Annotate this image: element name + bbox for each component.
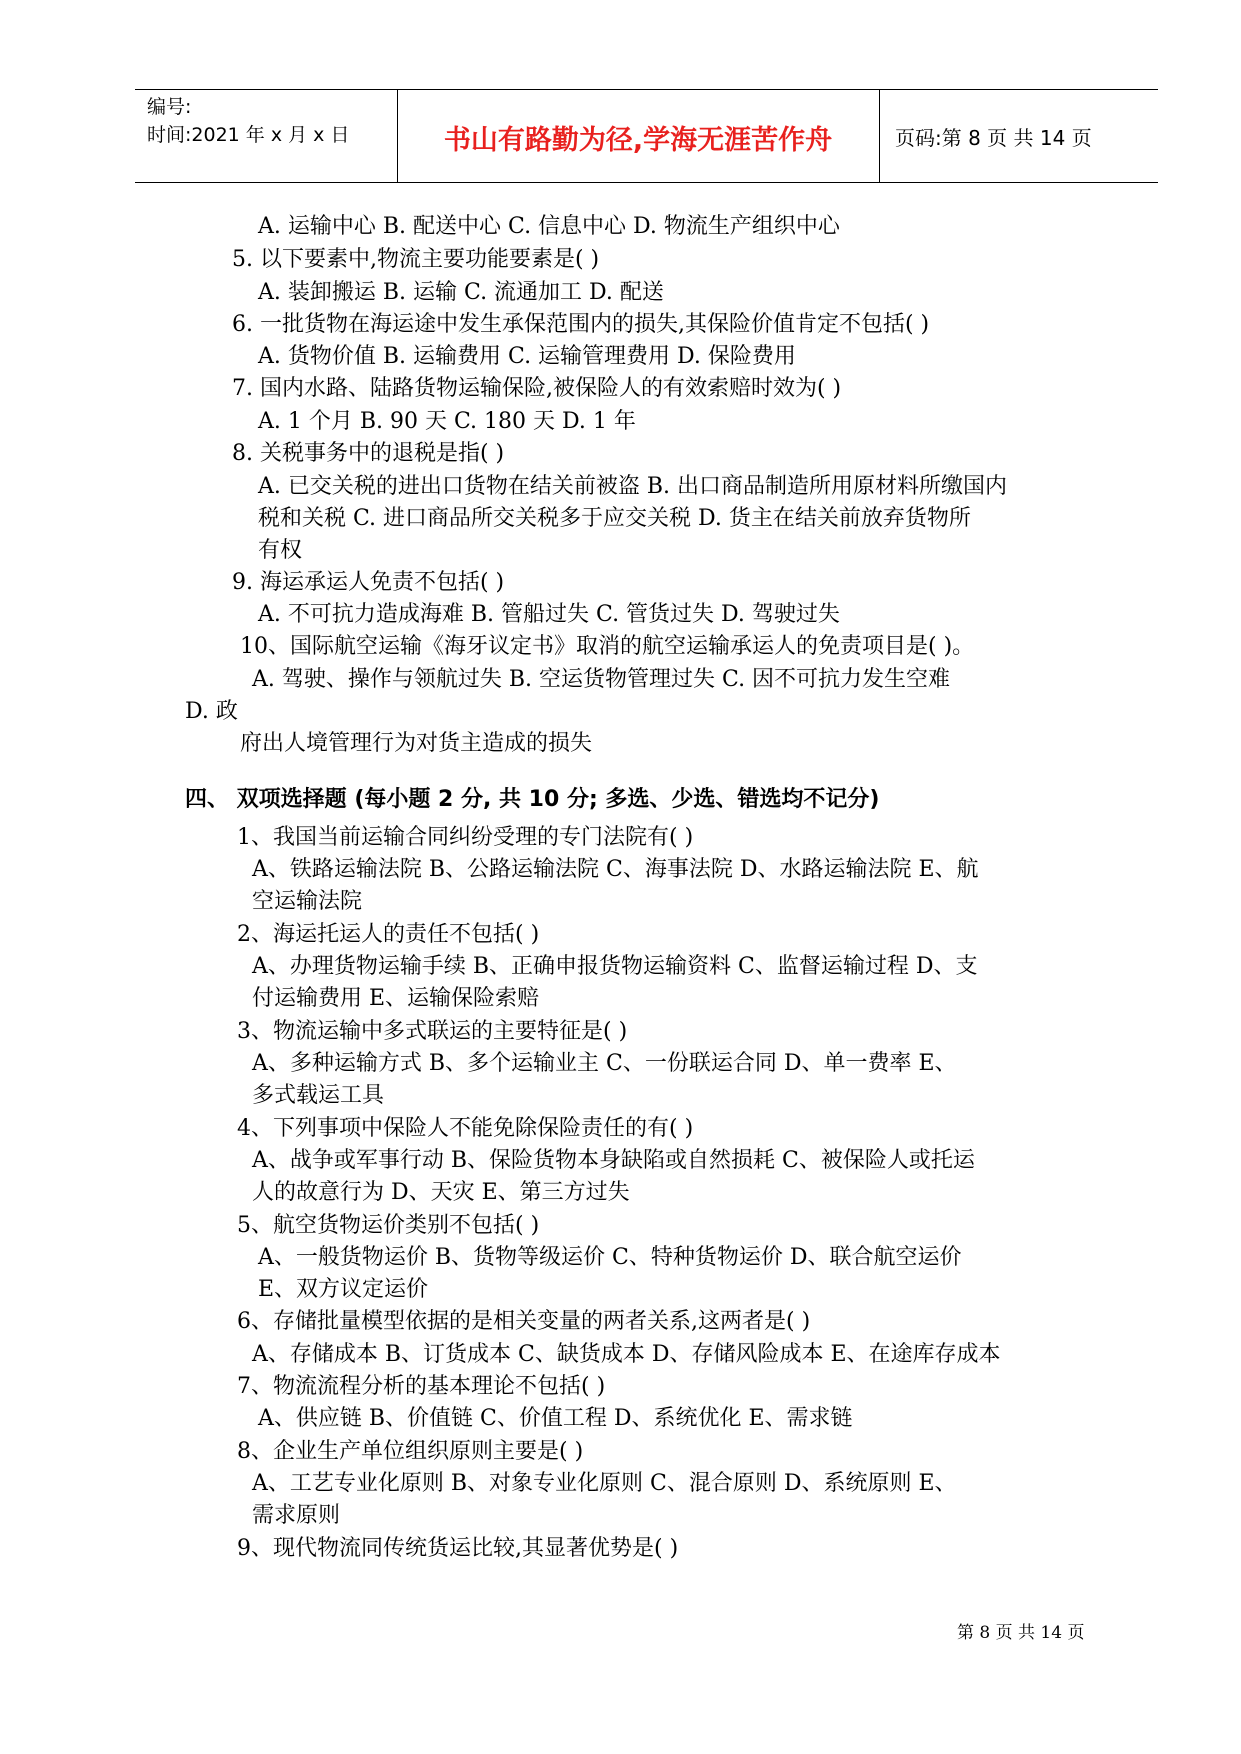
option-line: A、办理货物运输手续 B、正确申报货物运输资料 C、监督运输过程 D、支: [252, 954, 978, 979]
option-line: A、多种运输方式 B、多个运输业主 C、一份联运合同 D、单一费率 E、: [252, 1051, 957, 1076]
question-line: 9、现代物流同传统货运比较,其显著优势是( ): [237, 1536, 679, 1561]
option-line: 需求原则: [252, 1503, 341, 1528]
option-line: 府出人境管理行为对货主造成的损失: [240, 731, 593, 756]
option-line: 付运输费用 E、运输保险索赔: [252, 986, 540, 1011]
option-line: A. 运输中心 B. 配送中心 C. 信息中心 D. 物流生产组织中心: [258, 214, 840, 239]
question-line: 7、物流流程分析的基本理论不包括( ): [237, 1374, 606, 1399]
question-line: 8. 关税事务中的退税是指( ): [232, 441, 505, 466]
option-line: A、工艺专业化原则 B、对象专业化原则 C、混合原则 D、系统原则 E、: [252, 1471, 957, 1496]
question-line: 4、下列事项中保险人不能免除保险责任的有( ): [237, 1116, 694, 1141]
option-line: D. 政: [185, 699, 238, 724]
option-line: A、一般货物运价 B、货物等级运价 C、特种货物运价 D、联合航空运价: [258, 1245, 962, 1270]
question-line: 3、物流运输中多式联运的主要特征是( ): [237, 1019, 628, 1044]
option-line: A、供应链 B、价值链 C、价值工程 D、系统优化 E、需求链: [258, 1406, 853, 1431]
question-line: 8、企业生产单位组织原则主要是( ): [237, 1439, 584, 1464]
question-line: 5. 以下要素中,物流主要功能要素是( ): [232, 247, 600, 272]
option-line: 多式载运工具: [252, 1083, 385, 1108]
question-line: 9. 海运承运人免责不包括( ): [232, 570, 505, 595]
header-mid-cell: [397, 90, 880, 182]
option-line: A. 装卸搬运 B. 运输 C. 流通加工 D. 配送: [258, 280, 664, 305]
option-line: A. 驾驶、操作与领航过失 B. 空运货物管理过失 C. 因不可抗力发生空难: [252, 667, 951, 692]
option-line: 空运输法院: [252, 889, 363, 914]
option-line: A、铁路运输法院 B、公路运输法院 C、海事法院 D、水路运输法院 E、航: [252, 857, 979, 882]
number-label: 编号:: [147, 96, 192, 118]
header-right-cell: [879, 90, 1158, 182]
question-line: 5、航空货物运价类别不包括( ): [237, 1213, 540, 1238]
section-title: 四、 双项选择题 (每小题 2 分, 共 10 分; 多选、少选、错选均不记分): [185, 787, 880, 812]
page-footer: 第 8 页 共 14 页: [957, 1623, 1085, 1643]
question-line: 6、存储批量模型依据的是相关变量的两者关系,这两者是( ): [237, 1309, 811, 1334]
question-line: 2、海运托运人的责任不包括( ): [237, 922, 540, 947]
question-line: 10、国际航空运输《海牙议定书》取消的航空运输承运人的免责项目是( )。: [240, 634, 975, 659]
option-line: A、存储成本 B、订货成本 C、缺货成本 D、存储风险成本 E、在途库存成本: [252, 1342, 1001, 1367]
option-line: 税和关税 C. 进口商品所交关税多于应交关税 D. 货主在结关前放弃货物所: [258, 506, 971, 531]
header-left-cell: [135, 90, 398, 182]
time-label: 时间:2021 年 x 月 x 日: [147, 124, 350, 146]
page-code: 页码:第 8 页 共 14 页: [895, 126, 1092, 150]
option-line: A、战争或军事行动 B、保险货物本身缺陷或自然损耗 C、被保险人或托运: [252, 1148, 975, 1173]
option-line: A. 货物价值 B. 运输费用 C. 运输管理费用 D. 保险费用: [258, 344, 796, 369]
option-line: 人的故意行为 D、天灾 E、第三方过失: [252, 1180, 630, 1205]
question-line: 1、我国当前运输合同纠纷受理的专门法院有( ): [237, 825, 694, 850]
option-line: 有权: [258, 538, 303, 563]
motto: 书山有路勤为径,学海无涯苦作舟: [443, 125, 833, 156]
option-line: A. 已交关税的进出口货物在结关前被盗 B. 出口商品制造所用原材料所缴国内: [258, 474, 1008, 499]
option-line: E、双方议定运价: [258, 1277, 429, 1302]
question-line: 6. 一批货物在海运途中发生承保范围内的损失,其保险价值肯定不包括( ): [232, 312, 930, 337]
option-line: A. 1 个月 B. 90 天 C. 180 天 D. 1 年: [258, 409, 636, 434]
option-line: A. 不可抗力造成海难 B. 管船过失 C. 管货过失 D. 驾驶过失: [258, 602, 840, 627]
question-line: 7. 国内水路、陆路货物运输保险,被保险人的有效索赔时效为( ): [232, 376, 842, 401]
header-table: [135, 89, 1158, 183]
